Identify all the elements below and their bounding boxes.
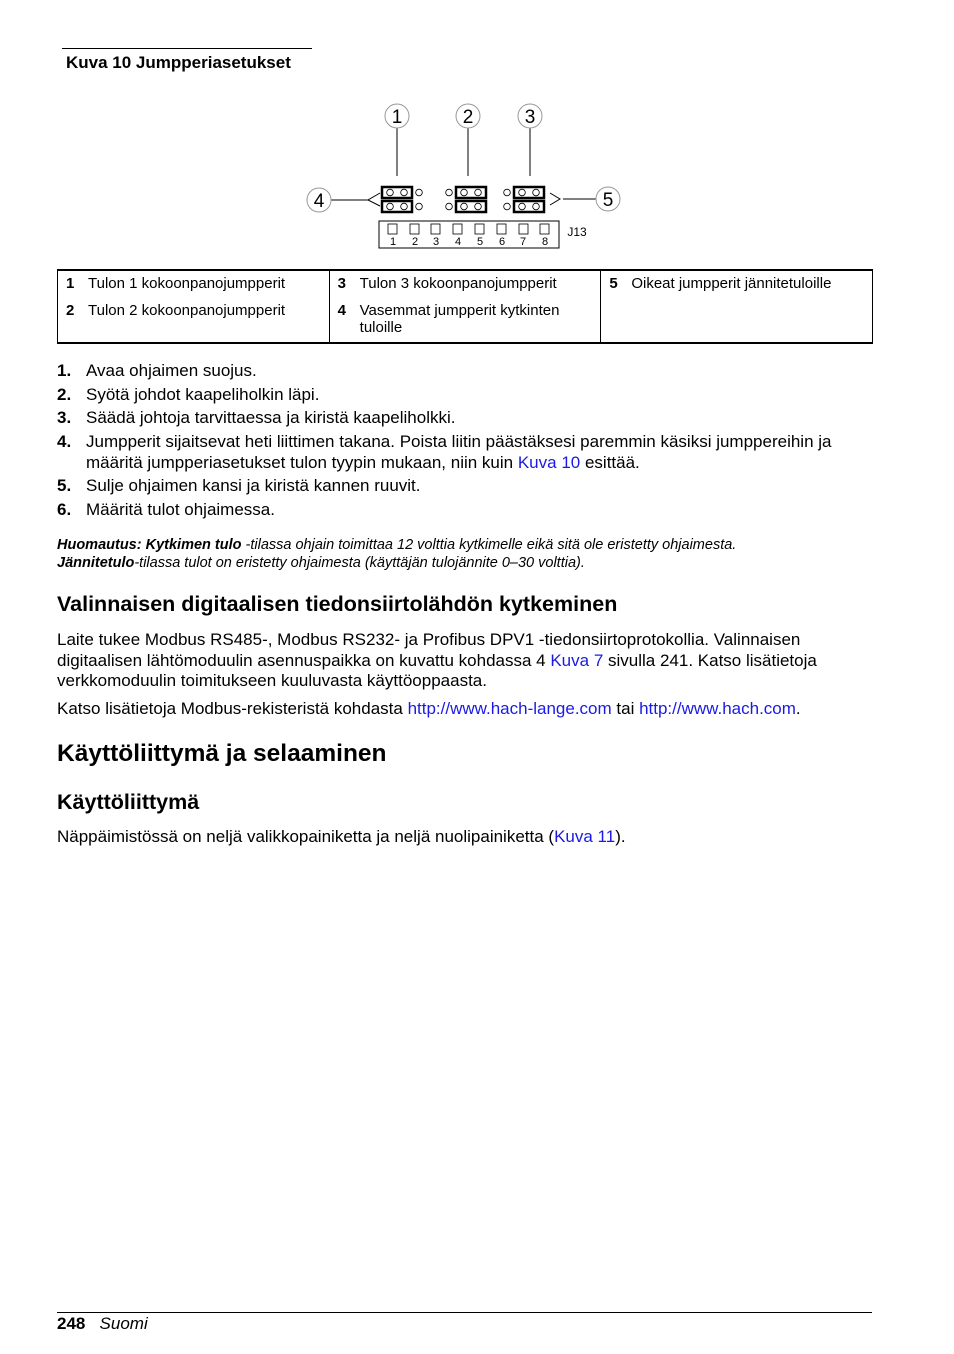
list-item: 4. Jumpperit sijaitsevat heti liittimen takana. Poista liitin päästäksesi paremmin käsiksi jumppereihin ja määritä jumpperiasetukset tulon tyypin mukaan, niin kuin Kuva 10 esittää. [57, 431, 832, 472]
connector-label: J13 [567, 225, 587, 239]
jumper-diagram [300, 95, 630, 255]
svg-text:3: 3 [432, 236, 440, 248]
svg-text:2: 2 [411, 236, 419, 248]
link-kuva-11[interactable]: Kuva 11 [554, 827, 616, 846]
language-label: Suomi [99, 1314, 148, 1333]
paragraph: Näppäimistössä on neljä valikkopainiketta ja neljä nuolipainiketta (Kuva 11). [57, 827, 626, 846]
svg-text:1: 1 [391, 107, 403, 128]
link-hach[interactable]: http://www.hach.com [639, 699, 796, 718]
list-item: 1. Avaa ohjaimen suojus. [57, 361, 257, 380]
svg-text:5: 5 [476, 236, 484, 248]
list-item: 6. Määritä tulot ohjaimessa. [57, 499, 275, 519]
paragraph: Katso lisätietoja Modbus-rekisteristä kohdasta http://www.hach-lange.com tai http://www.hach.com. [57, 699, 801, 718]
section-heading: Valinnaisen digitaalisen tiedonsiirtolähdön kytkeminen [57, 592, 618, 616]
svg-text:4: 4 [454, 236, 462, 248]
svg-text:7: 7 [519, 236, 527, 248]
figure-legend: 1 Tulon 1 kokoonpanojumpperit 3 Tulon 3 kokoonpanojumpperit 5 Oikeat jumpperit jännitetuloille 2 Tulon 2 kokoonpanojumpperit 4 Vasemmat jumpperit kytkinten tuloille [57, 269, 873, 344]
list-item: 3. Säädä johtoja tarvittaessa ja kiristä kaapeliholkki. [57, 408, 456, 427]
link-hach-lange[interactable]: http://www.hach-lange.com [407, 699, 612, 718]
link-kuva-10[interactable]: Kuva 10 [517, 452, 581, 472]
list-item: 5. Sulje ohjaimen kansi ja kiristä kannen ruuvit. [57, 476, 421, 495]
page-number: 248 [57, 1314, 86, 1333]
steps-list [57, 360, 877, 522]
subsection-heading: Käyttöliittymä [57, 790, 200, 814]
svg-text:6: 6 [498, 236, 506, 248]
figure-title: Kuva 10 Jumpperiasetukset [62, 48, 312, 73]
note: Huomautus: Kytkimen tulo -tilassa ohjain toimittaa 12 volttia kytkimelle eikä sitä ole eristetty ohjaimesta. Jännitetulo-tilassa tulot on eristetty ohjaimesta (käyttäjän tulojännite 0–30 volttia). [57, 537, 737, 571]
svg-text:2: 2 [462, 107, 474, 128]
svg-text:3: 3 [524, 107, 536, 128]
page-footer [57, 1312, 872, 1334]
svg-text:5: 5 [602, 190, 614, 211]
svg-text:1: 1 [389, 236, 397, 248]
paragraph: Laite tukee Modbus RS485-, Modbus RS232- ja Profibus DPV1 -tiedonsiirtoprotokollia. Valinnaisen digitaalisen lähtömoduulin asennuspaikka on kuvattu kohdassa 4 Kuva 7 sivulla 241. Katso lisätietoja verkkomoduulin toimitukseen kuuluvasta käyttöoppaasta. [57, 630, 817, 690]
link-kuva-7[interactable]: Kuva 7 [550, 650, 604, 670]
chapter-heading: Käyttöliittymä ja selaaminen [57, 740, 387, 767]
svg-text:8: 8 [541, 236, 549, 248]
svg-text:4: 4 [313, 191, 325, 212]
list-item: 2. Syötä johdot kaapeliholkin läpi. [57, 384, 320, 404]
